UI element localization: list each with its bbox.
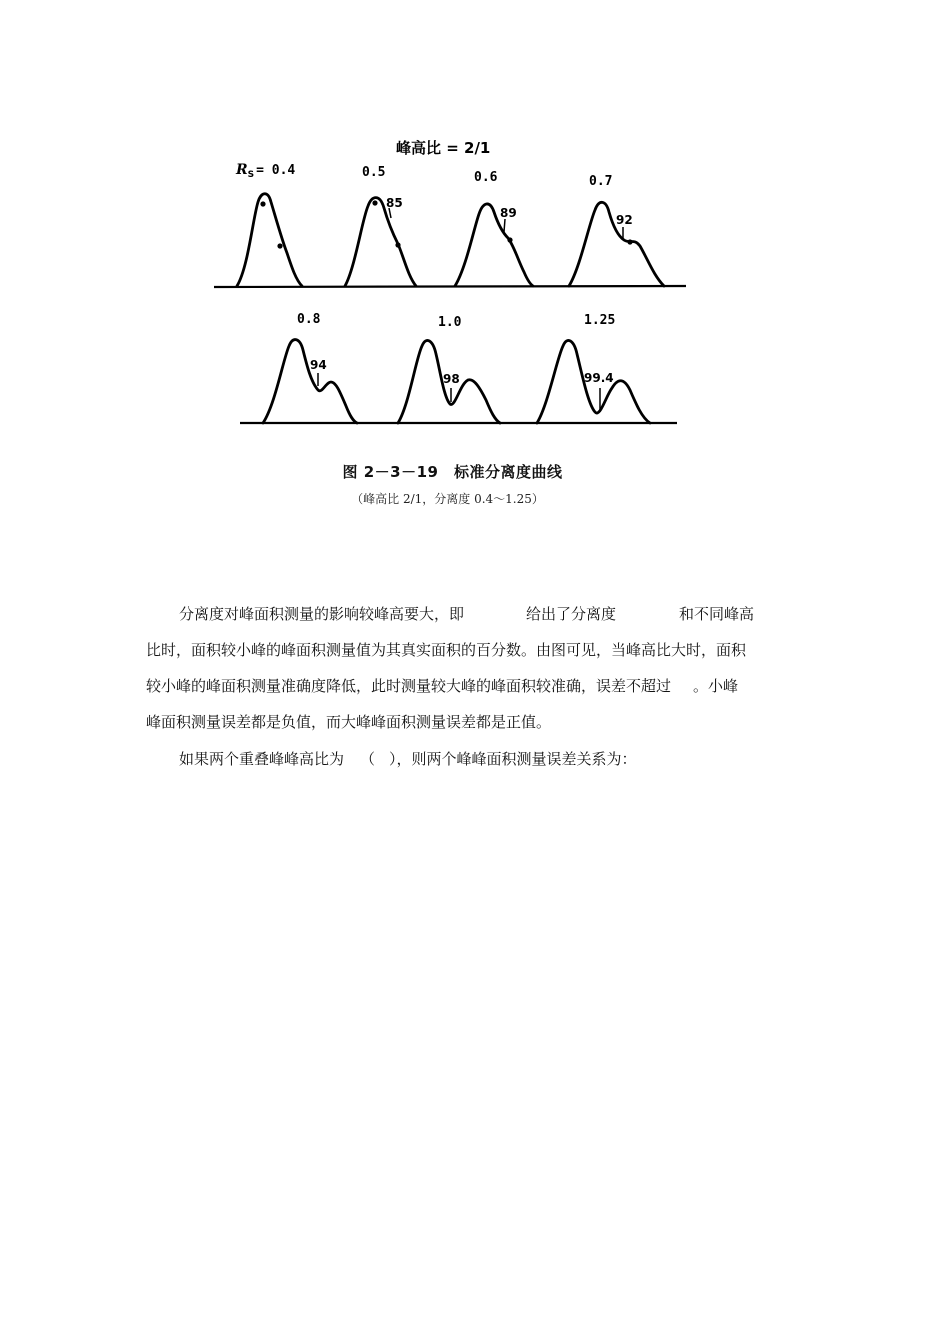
paragraph-2 [146, 741, 808, 777]
peak-curve-rs-0-4 [237, 194, 302, 286]
area-mark-94: 94 [310, 358, 327, 372]
blank-paren-close: ） [389, 750, 397, 768]
peak-dot [277, 243, 282, 248]
figure-subcaption: （峰高比 2/1，分离度 0.4～1.25） [351, 492, 544, 506]
area-mark-89: 89 [500, 206, 517, 220]
text-run: 给出了分离度 [526, 605, 617, 623]
blank-paren-open: （ [360, 750, 376, 768]
separation-curves-svg [0, 0, 950, 520]
figure-title: 峰高比 = 2/1 [396, 139, 491, 157]
area-mark-98: 98 [443, 372, 460, 386]
peak-curve-rs-0-6 [455, 204, 533, 286]
rs-value-0-5: 0.5 [362, 165, 386, 180]
peak-dot [507, 237, 512, 242]
figure-caption: 图 2－3－19 标准分离度曲线 [342, 463, 563, 481]
text-run: 如果两个重叠峰峰高比为 [179, 750, 345, 768]
row1-baseline [214, 286, 686, 287]
area-mark-92: 92 [616, 213, 633, 227]
peak-dot [260, 201, 265, 206]
text-run: 分离度对峰面积测量的影响较峰高要大，即 [179, 605, 465, 623]
text-run: ，则两个峰峰面积测量误差关系为： [396, 750, 637, 768]
chromatogram-figure [0, 0, 950, 520]
text-run: 。小峰 [693, 677, 739, 695]
peak-dot [395, 242, 400, 247]
text-run: 和不同峰高 [679, 605, 755, 623]
peak-curve-rs-0-5 [345, 198, 416, 286]
paragraph-line [146, 596, 808, 632]
paragraph-line: 峰面积测量误差都是负值，而大峰峰面积测量误差都是正值。 [146, 713, 552, 731]
rs-value-0-8: 0.8 [297, 312, 321, 327]
area-mark-85: 85 [386, 196, 403, 210]
text-run: 较小峰的峰面积测量准确度降低，此时测量较大峰的峰面积较准确，误差不超过 [146, 677, 672, 695]
peak-curve-rs-0-8 [263, 340, 357, 423]
paragraph-line: 比时，面积较小峰的峰面积测量值为其真实面积的百分数。由图可见，当峰高比大时，面积 [146, 641, 747, 659]
paragraph-line [146, 668, 808, 704]
rs-value-0-6: 0.6 [474, 170, 498, 185]
mark-arrow [504, 219, 505, 232]
paragraph-1 [146, 596, 808, 740]
peak-dot [372, 200, 377, 205]
rs-value-0-7: 0.7 [589, 174, 613, 189]
peak-dot [627, 239, 632, 244]
paragraph-line [146, 741, 808, 777]
area-mark-99-4: 99.4 [584, 371, 614, 385]
rs-value-1-0: 1.0 [438, 315, 462, 330]
rs-label: RS = 0.4 [236, 162, 296, 180]
rs-value-1-25: 1.25 [584, 313, 616, 328]
